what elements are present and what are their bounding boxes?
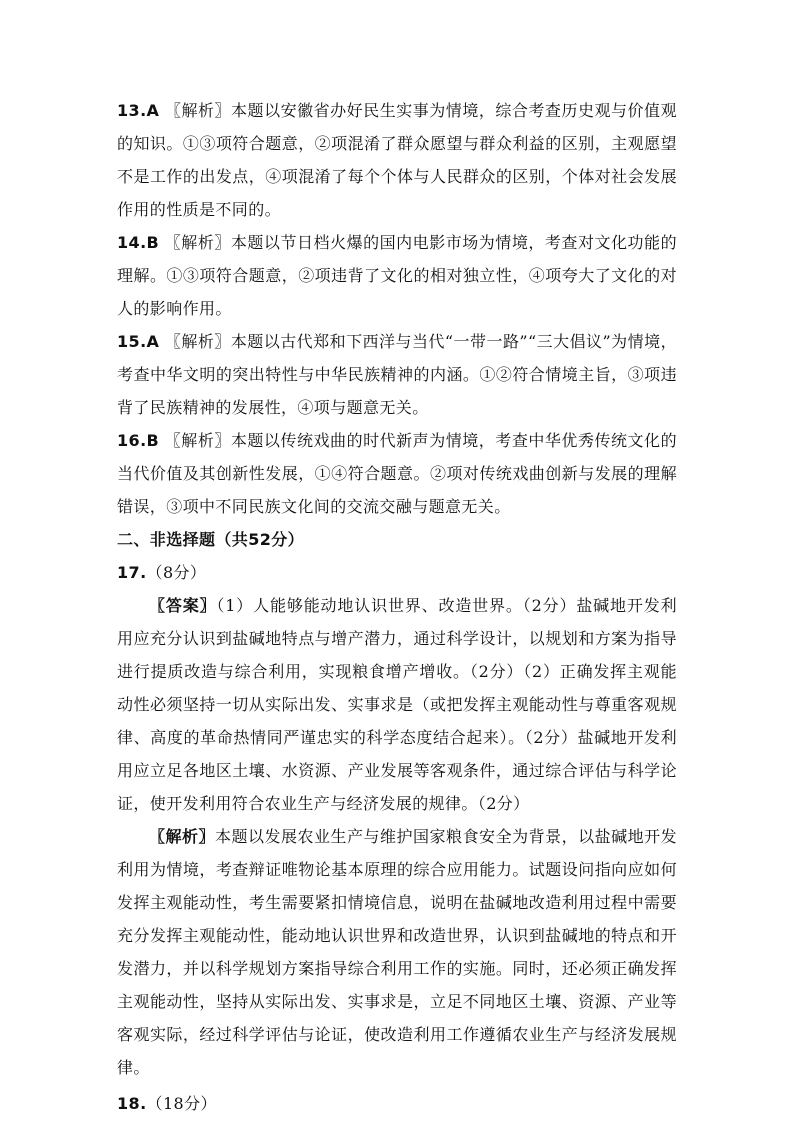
question-number: 13.A [117,101,160,120]
question-number: 17. [117,563,147,582]
question-17-analysis [117,820,677,1084]
analysis-tag: 〖解析〗 [164,431,231,450]
question-16-analysis [117,424,677,523]
question-15-analysis [117,325,677,424]
analysis-text: 本题以节日档火爆的国内电影市场为情境，考查对文化功能的理解。①③项符合题意，②项违背了文化的相对独立性，④项夸大了文化的对人的影响作用。 [117,233,677,318]
analysis-text: 本题以传统戏曲的时代新声为情境，考查中华优秀传统文化的当代价值及其创新性发展，①④符合题意。②项对传统戏曲创新与发展的理解错误，③项中不同民族文化间的交流交融与题意无关。 [117,431,677,516]
question-18-heading [117,1087,677,1120]
question-13-analysis [117,94,677,226]
question-17-answer [117,589,677,820]
answer-text: （1）人能够能动地认识世界、改造世界。（2分）盐碱地开发利用应充分认识到盐碱地特点与增产潜力，通过科学设计，以规划和方案为指导进行提质改造与综合利用，实现粮食增产增收。（2分）（2）正确发挥主观能动性必须坚持一切从实际出发、实事求是（或把发挥主观能动性与尊重客观规律、高度的革命热情同严谨忠实的科学态度结合起来）。（2分）盐碱地开发利用应立足各地区土壤、水资源、产业发展等客观条件，通过综合评估与科学论证，使开发利用符合农业生产与经济发展的规律。（2分） [117,596,677,813]
question-number: 15.A [117,332,160,351]
analysis-tag: 〖解析〗 [164,101,232,120]
analysis-tag: 〖解析〗 [164,332,231,351]
analysis-text: 本题以发展农业生产与维护国家粮食安全为背景，以盐碱地开发利用为情境，考查辩证唯物论基本原理的综合应用能力。试题设问指向应如何发挥主观能动性，考生需要紧扣情境信息，说明在盐碱地改造利用过程中需要充分发挥主观能动性，能动地认识世界和改造世界，认识到盐碱地的特点和开发潜力，并以科学规划方案指导综合利用工作的实施。同时，还必须正确发挥主观能动性，坚持从实际出发、实事求是，立足不同地区土壤、资源、产业等客观实际，经过科学评估与论证，使改造利用工作遵循农业生产与经济发展规律。 [117,827,677,1077]
section-heading: 二、非选择题（共52分） [117,530,305,549]
question-number: 16.B [117,431,160,450]
analysis-text: 本题以古代郑和下西洋与当代“一带一路”“三大倡议”为情境，考查中华文明的突出特性与中华民族精神的内涵。①②符合情境主旨，③项违背了民族精神的发展性，④项与题意无关。 [117,332,677,417]
question-score: （18分） [146,1094,217,1113]
analysis-tag: 〖解析〗 [164,233,231,252]
question-number: 18. [117,1094,147,1113]
document-page [117,94,677,1120]
answer-tag: 〖答案〗 [149,596,217,615]
question-number: 14.B [117,233,160,252]
analysis-text: 本题以安徽省办好民生实事为情境，综合考查历史观与价值观的知识。①③项符合题意，②项混淆了群众愿望与群众利益的区别，主观愿望不是工作的出发点，④项混淆了每个个体与人民群众的区别，个体对社会发展作用的性质是不同的。 [117,101,677,219]
question-17-heading [117,556,677,589]
question-14-analysis [117,226,677,325]
question-score: （8分） [146,563,207,582]
analysis-tag: 〖解析〗 [149,827,216,846]
